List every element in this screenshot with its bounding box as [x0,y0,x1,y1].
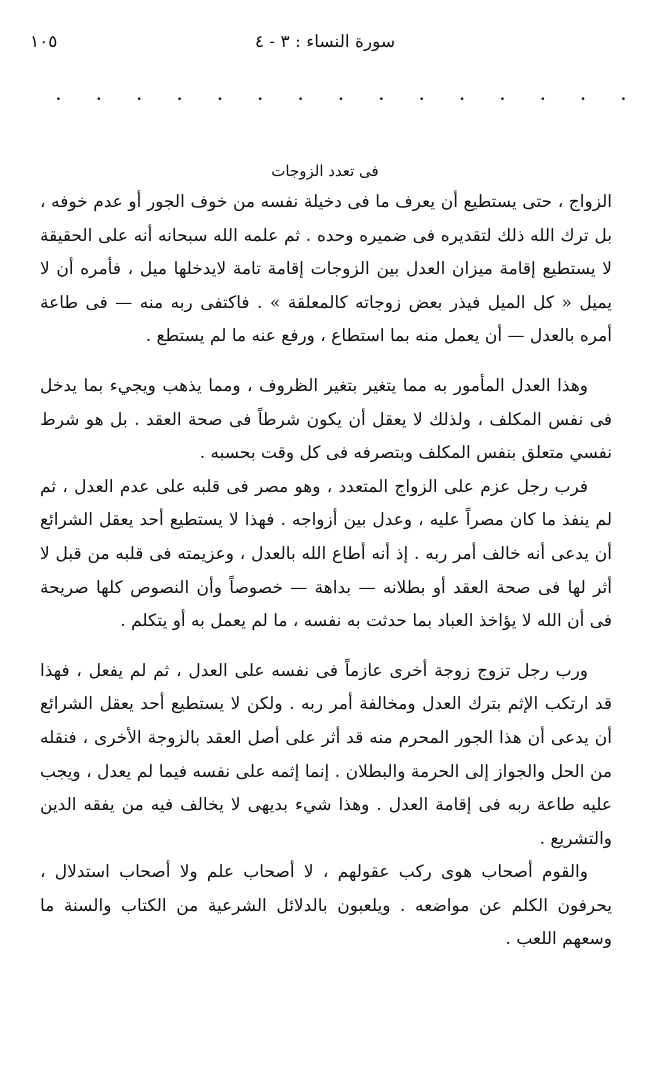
divider-dot: . [540,88,546,104]
divider-dot: . [217,88,223,104]
divider-dot: . [96,88,102,104]
divider-dot: . [499,88,505,104]
divider-dot: . [580,88,586,104]
paragraph: فرب رجل عزم على الزواج المتعدد ، وهو مصر فى قلبه على عدم العدل ، ثم لم ينفذ ما كان مصراً عليه ، وعدل بين أزواجه . فهذا لا يستطيع أحد يعقل الشرائع أن يدعى أنه خالف أمر ربه . إذ أنه أطاع الله بالعدل ، وعزيمته فى قلبه من قبل لا أثر لها فى صحة العقد أو بطلانه — بداهة — خصوصاً وأن النصوص كلها صريحة فى أن الله لا يؤاخذ العباد بما حدثت به نفسه ، ما لم يعمل به أو يتكلم . [40,476,612,632]
paragraph: والقوم أصحاب هوى ركب عقولهم ، لا أصحاب علم ولا أصحاب استدلال ، يحرفون الكلم عن مواضعه . ويلعبون بالدلائل الشرعية من الكتاب والسنة ما وسعهم اللعب . [40,862,612,950]
divider-dot: . [298,88,304,104]
divider-dot: . [621,88,626,104]
divider-dot: . [419,88,425,104]
header-title: سورة النساء : ٣ - ٤ [254,32,396,52]
section-title: فى تعدد الزوجات [271,162,379,180]
divider-dot: . [257,88,263,104]
divider-dot: . [177,88,182,104]
page-number: ١٠٥ [30,32,58,52]
paragraph: الزواج ، حتى يستطيع أن يعرف ما فى دخيلة نفسه من خوف الجور أو عدم خوفه ، بل ترك الله ذلك لتقديره فى ضميره وحده . ثم علمه الله سبحانه أنه على الحقيقة لا يستطيع إقامة ميزان العدل بين الزوجات إقامة تامة لايدخلها ميل ، فأمره أن لا يميل « كل الميل فيذر بعض زوجاته كالمعلقة » . فاكتفى ربه منه — فى طاعة أمره بالعدل — أن يعمل منه بما استطاع ، ورفع عنه ما لم يستطع . [40,192,612,347]
dotted-divider [56,88,626,104]
body-text [40,186,612,957]
paragraph: وهذا العدل المأمور به مما يتغير بتغير الظروف ، ومما يذهب ويجيء بما يدخل فى نفس المكلف ، ولذلك لا يعقل أن يكون شرطاً فى صحة العقد . بل هو شرط نفسي متعلق بنفس المكلف وبتصرفه فى كل وقت بحسبه . [40,375,612,464]
divider-dot: . [459,88,465,104]
divider-dot: . [136,88,142,104]
divider-dot: . [338,88,344,104]
paragraph: ورب رجل تزوج زوجة أخرى عازماً فى نفسه على العدل ، ثم لم يفعل ، فهذا قد ارتكب الإثم بترك العدل ومخالفة أمر ربه . ولكن لا يستطيع أحد يعقل الشرائع أن يدعى أن هذا الجور المحرم منه قد أثر على أصل العقد بالزوجة الأخرى ، فنقله من الحل والجواز إلى الحرمة والبطلان . إنما إثمه على نفسه فيما لم يعدل ، ويجب عليه طاعة ربه فى إقامة العدل . وهذا شيء بديهى لا يخالف فيه من يفقه الدين والتشريع . [40,660,612,849]
running-header [30,32,620,60]
divider-dot: . [56,88,61,104]
divider-dot: . [378,88,384,104]
